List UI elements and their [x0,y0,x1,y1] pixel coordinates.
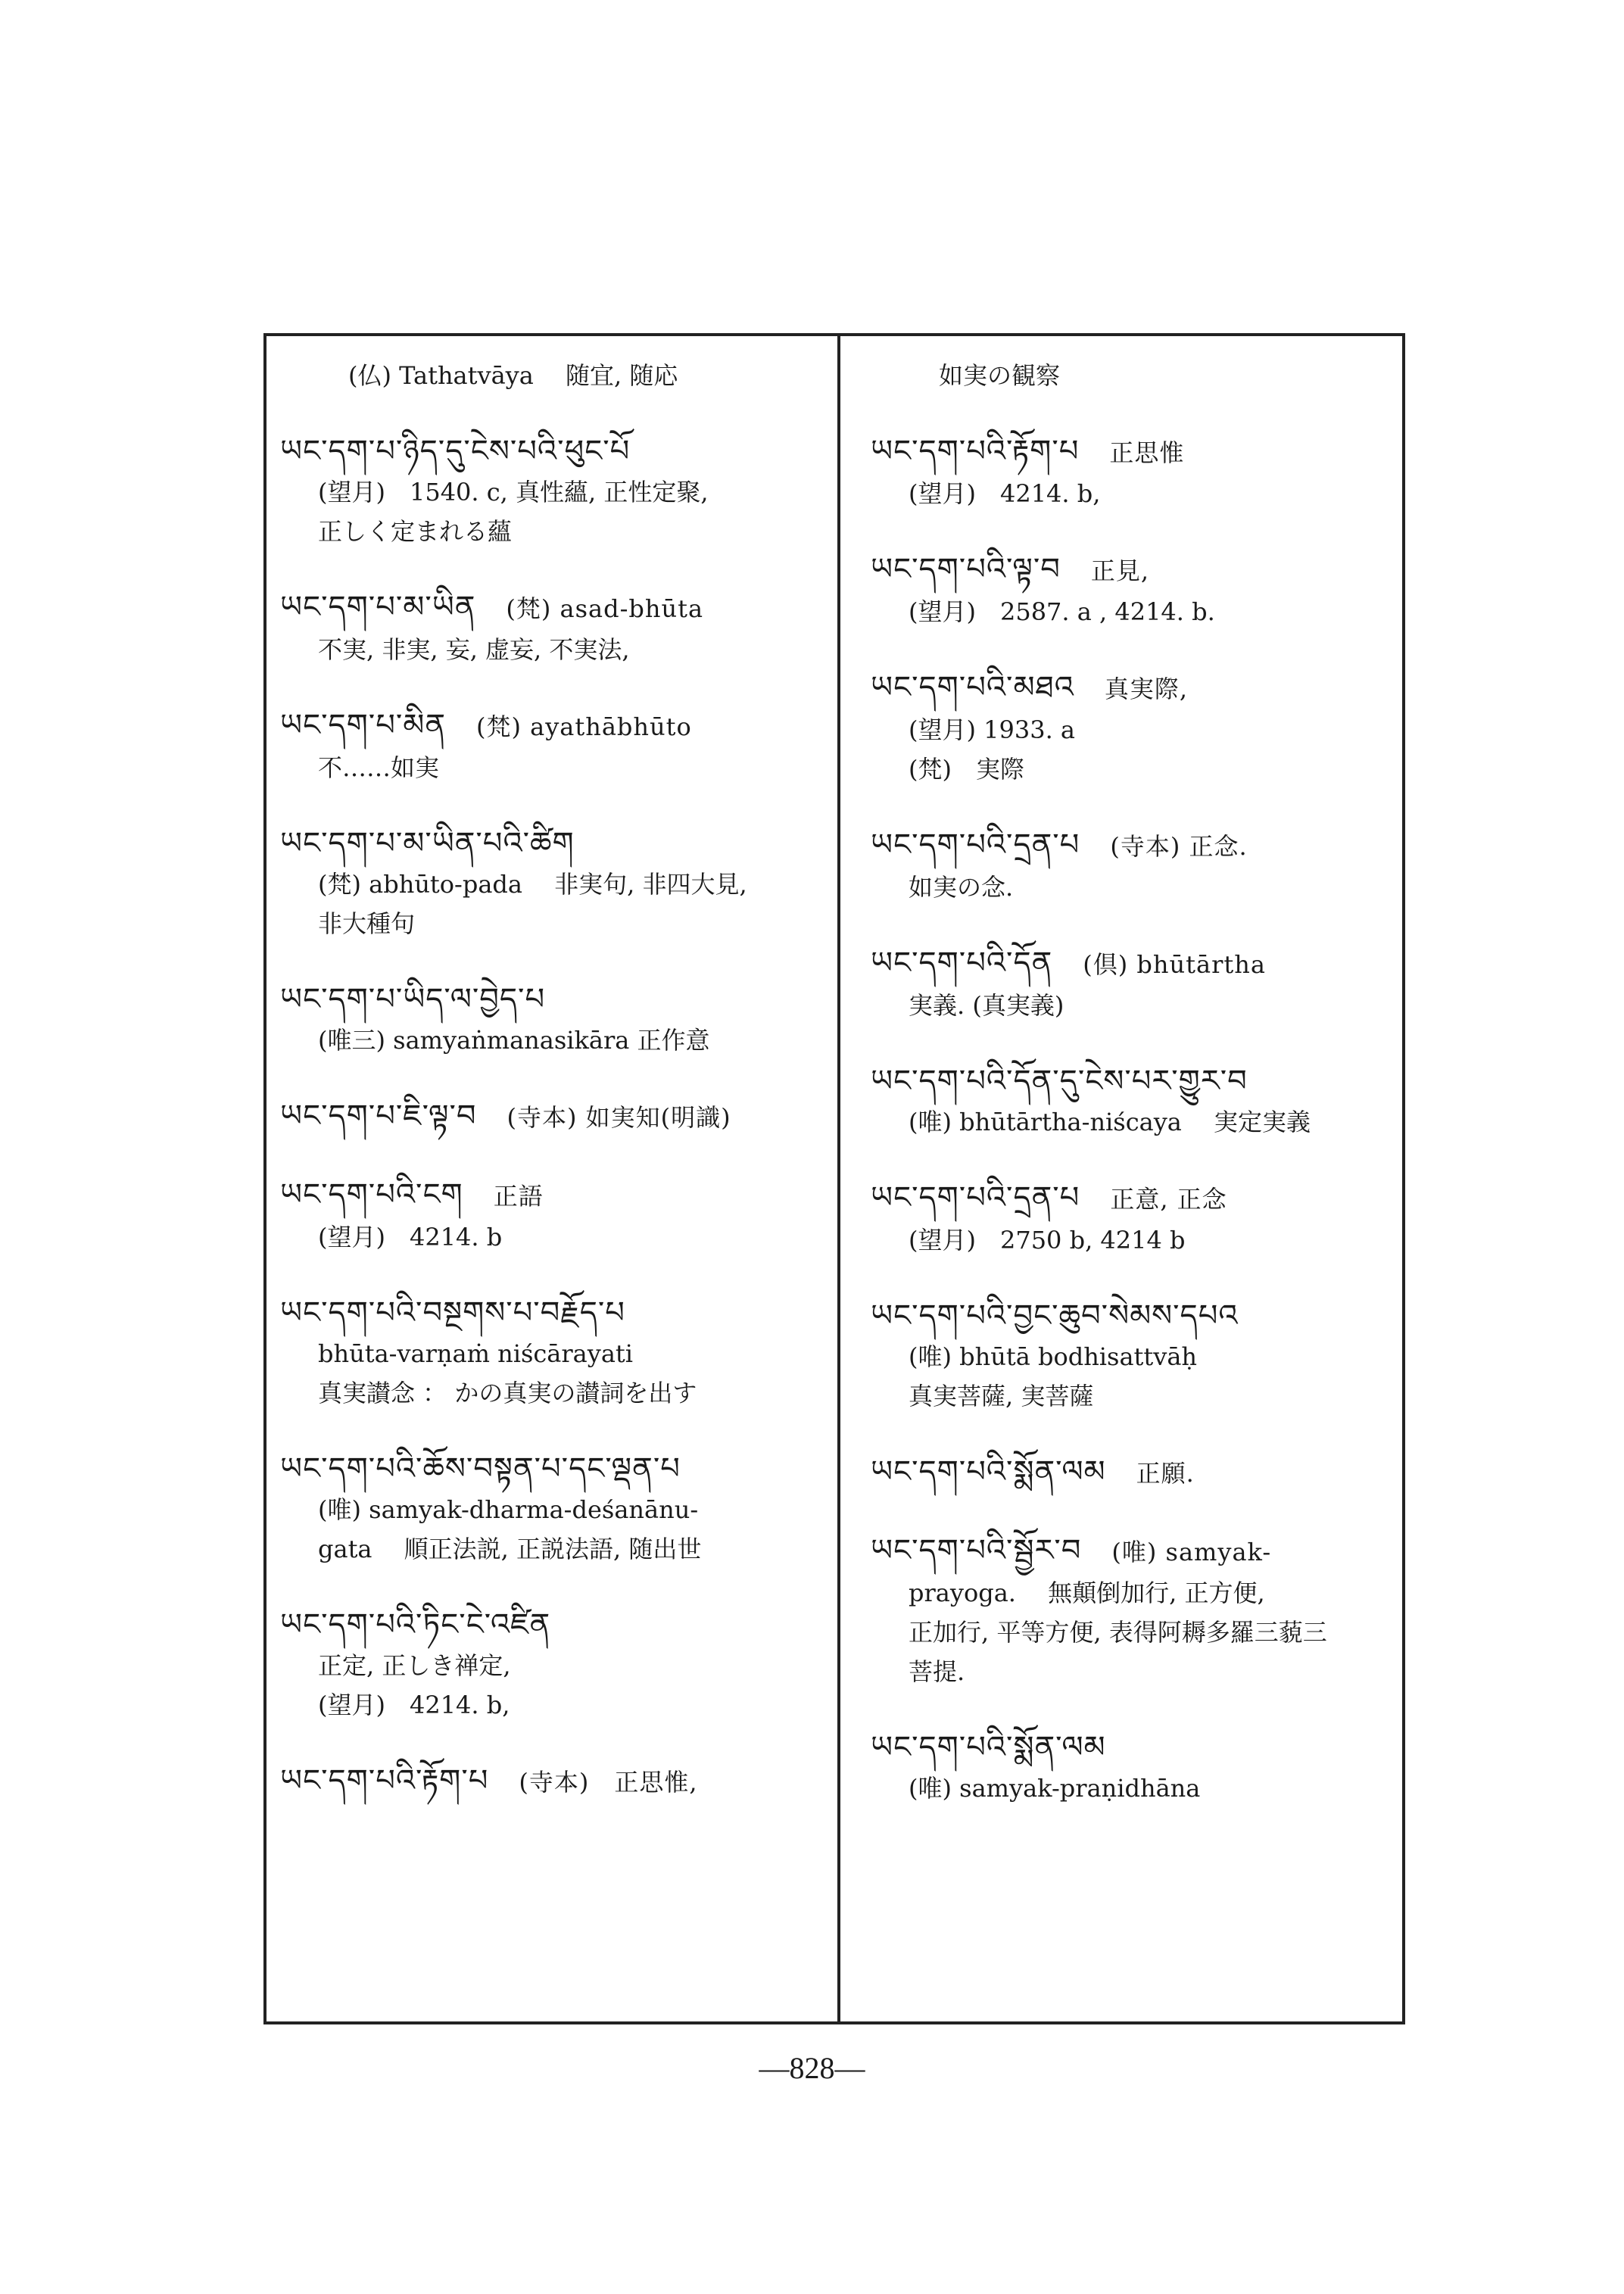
tibetan-headword [871,1451,1393,1495]
tibetan-headword [280,1759,825,1803]
tibetan-headword [871,1529,1393,1573]
entry-line: 不……如実 [318,753,440,782]
entry-line: prayoga. 無顛倒加行, 正方便, [909,1579,1265,1607]
dictionary-entry [871,942,1393,1025]
tibetan-text: ཡང་དག་པའི་ཆོས་བསྟན་པ་དང་ལྡན་པ [280,1451,681,1486]
headword-gloss: (唯) samyak- [1111,1538,1272,1566]
headword-gloss: 正見, [1090,556,1150,585]
tibetan-headword [280,430,825,472]
tibetan-text: ཡང་དག་པའི་སྦྱོར་བ [871,1533,1082,1568]
tibetan-headword [871,824,1393,868]
entry-line: (望月) 4214. b, [318,1691,510,1719]
headword-gloss: (寺本) 正思惟, [519,1768,698,1797]
entry-line: 不実, 非実, 妄, 虚妄, 不実法, [318,635,630,664]
entry-line: (唯) bhūtā bodhisattvāḥ [909,1342,1198,1371]
tibetan-headword [280,1095,825,1139]
tibetan-headword [871,666,1393,710]
page-number: —828— [759,2051,865,2085]
dictionary-entry [871,1451,1393,1495]
tibetan-text: ཡང་དག་པ་མིན [280,708,446,743]
entry-line: 如実の観察 [939,361,1061,390]
tibetan-text: ཡང་དག་པ་ཡིད་ལ་བྱེད་པ [280,982,546,1017]
tibetan-text: ཡང་དག་པའི་རྟོག་པ [280,1763,489,1798]
entry-line: (望月) 1933. a [909,715,1076,744]
headword-gloss: 真実際, [1104,675,1189,703]
dictionary-entry [280,1095,825,1139]
dictionary-entry [871,1726,1393,1808]
entry-line: (唯) samyak-dharma-deśanānu- [318,1495,699,1524]
dictionary-entry [871,1177,1393,1260]
headword-gloss: 正思惟 [1109,438,1185,467]
entry-line: (唯) samyak-praṇidhāna [909,1774,1201,1803]
dictionary-entry [280,586,825,669]
dictionary-entry [280,430,825,551]
headword-gloss: 正願. [1136,1459,1195,1488]
tibetan-text: ཡང་དག་པའི་མཐའ [871,670,1074,705]
tibetan-headword [280,704,825,748]
entry-line: gata 順正法説, 正説法語, 随出世 [318,1535,702,1563]
dictionary-entry [280,1448,825,1569]
tibetan-text: ཡང་དག་པའི་ལྟ་བ [871,552,1061,587]
entry-line: 正定, 正しき禅定, [318,1651,511,1680]
headword-gloss: (倶) bhūtārtha [1083,950,1266,979]
tibetan-text: ཡང་དག་པའི་དོན [871,946,1053,980]
tibetan-headword [871,1177,1393,1220]
tibetan-headword [871,1295,1393,1337]
dictionary-entry [871,1529,1393,1691]
tibetan-text: ཡང་དག་པ་མ་ཡིན་པའི་ཚིག [280,826,575,861]
entry-line: (梵) abhūto-pada 非実句, 非四大見, [318,870,747,899]
dictionary-entry [280,1173,825,1257]
tibetan-text: ཡང་དག་པའི་ངག [280,1177,463,1212]
entry-line: 如実の念. [909,873,1014,902]
entry-line: (仏) Tathatvāya 随宜, 随応 [348,361,678,390]
dictionary-entry [280,1759,825,1803]
entry-line: 実義. (真実義) [909,991,1064,1020]
dictionary-entry [871,356,1393,395]
entry-line: (梵) 実際 [909,755,1024,784]
headword-gloss: (梵) asad-bhūta [506,594,704,623]
dictionary-entry [871,824,1393,907]
dictionary-entry [280,356,825,395]
tibetan-text: ཡང་དག་པའི་བསྔགས་པ་བརྗོད་པ [280,1295,625,1330]
headword-gloss: (寺本) 正念. [1110,832,1248,861]
dictionary-entry [280,1604,825,1725]
dictionary-entry [280,822,825,943]
tibetan-headword [871,942,1393,986]
tibetan-headword [280,978,825,1021]
tibetan-headword [280,1604,825,1646]
entry-line: 真実讃念 ： かの真実の讃詞を出す [318,1379,697,1407]
tibetan-text: ཡང་དག་པའི་སྨོན་ལམ [871,1454,1106,1489]
tibetan-headword [280,1448,825,1490]
tibetan-headword [871,548,1393,592]
entry-line: (望月) 4214. b, [909,479,1101,508]
entry-line: 正加行, 平等方便, 表得阿耨多羅三藐三 [909,1618,1327,1647]
entry-line: 正しく定まれる蘊 [318,517,513,546]
tibetan-text: ཡང་དག་པའི་དྲན་པ [871,828,1080,862]
column-divider [837,333,840,2024]
entry-line: (望月) 2750 b, 4214 b [909,1226,1186,1255]
tibetan-text: ཡང་དག་པའི་རྟོག་པ [871,434,1080,469]
headword-gloss: 正意, 正念 [1110,1185,1227,1214]
dictionary-entry [871,666,1393,789]
entry-line: (唯) bhūtārtha-niścaya 実定実義 [909,1108,1311,1136]
entry-line: (唯三) samyaṅmanasikāra 正作意 [318,1026,710,1055]
right-column [871,356,1393,1843]
tibetan-headword [280,1292,825,1334]
tibetan-text: ཡང་དག་པའི་བྱང་ཆུབ་སེམས་དཔའ [871,1298,1239,1333]
headword-gloss: (梵) ayathābhūto [476,712,692,741]
entry-line: 菩提. [909,1657,965,1686]
tibetan-text: ཡང་དག་པ་ཇི་ལྟ་བ [280,1099,477,1133]
tibetan-headword [871,1726,1393,1769]
entry-line: (望月) 4214. b [318,1223,503,1251]
entry-line: (望月) 2587. a , 4214. b. [909,597,1215,626]
headword-gloss: 正語 [493,1182,544,1211]
tibetan-headword [280,1173,825,1217]
tibetan-text: ཡང་དག་པའི་དོན་དུ་ངེས་པར་གྱུར་བ [871,1064,1248,1099]
dictionary-entry [280,704,825,787]
tibetan-headword [871,1060,1393,1102]
tibetan-headword [871,430,1393,474]
dictionary-entry [280,1292,825,1413]
tibetan-text: ཡང་དག་པ་ཉིད་དུ་ངེས་པའི་ཕུང་པོ [280,434,631,469]
tibetan-text: ཡང་དག་པའི་སྨོན་ལམ [871,1730,1106,1765]
left-column [280,356,825,1838]
dictionary-entry [871,430,1393,513]
tibetan-text: ཡང་དག་པའི་དྲན་པ [871,1180,1080,1215]
entry-line: 真実菩薩, 実菩薩 [909,1382,1094,1410]
headword-gloss: (寺本) 如実知(明識) [507,1103,731,1132]
dictionary-entry [871,548,1393,631]
entry-line: (望月) 1540. c, 真性蘊, 正性定聚, [318,478,709,506]
dictionary-entry [871,1295,1393,1416]
tibetan-text: ཡང་དག་པ་མ་ཡིན [280,590,476,625]
tibetan-text: ཡང་དག་པའི་ཏིང་ངེ་འཛིན [280,1607,551,1642]
tibetan-headword [280,822,825,865]
tibetan-headword [280,586,825,630]
entry-line: bhūta-varṇaṁ niścārayati [318,1339,633,1368]
dictionary-entry [280,978,825,1060]
dictionary-entry [871,1060,1393,1142]
entry-line: 非大種句 [318,909,416,938]
